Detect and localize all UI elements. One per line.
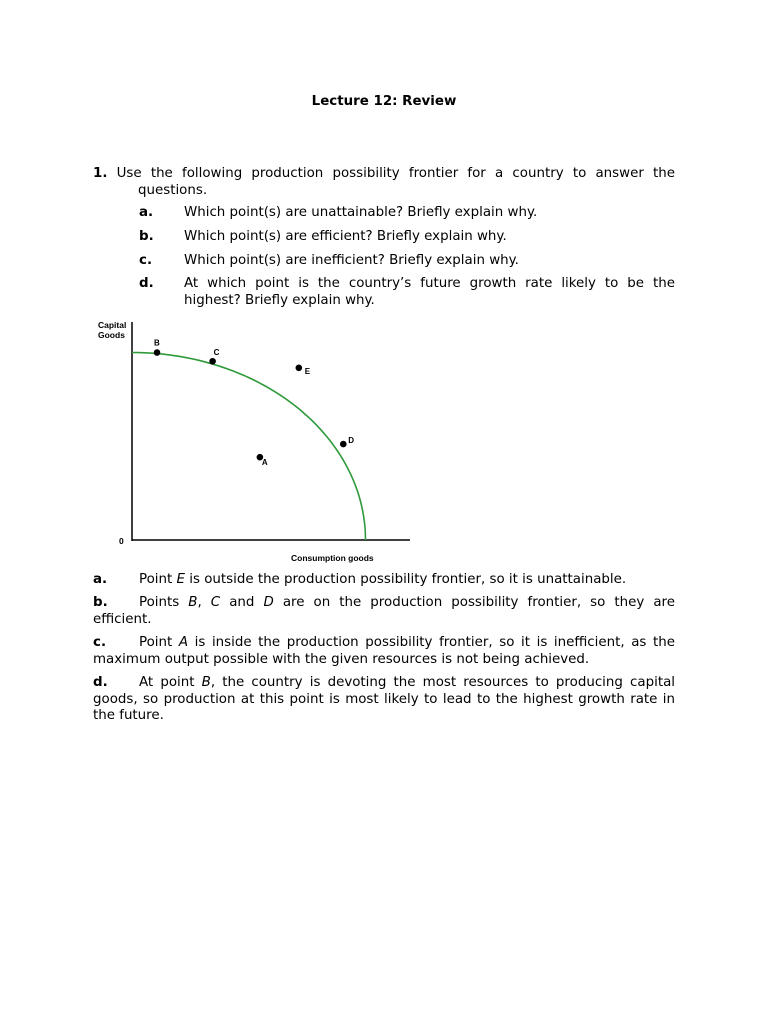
- question-number: 1.: [93, 166, 108, 181]
- point-b-label: B: [154, 338, 160, 348]
- part-letter: a.: [139, 205, 154, 220]
- y-axis-label-line1: Capital: [98, 320, 127, 330]
- question-text: Use the following production possibility frontier for a country to answer the questions.: [116, 166, 675, 198]
- part-text: At which point is the country’s future growth rate likely to be the highest? Briefly explain why.: [184, 276, 675, 308]
- answer-a: [93, 572, 675, 589]
- answer-text-post: is outside the production possibility frontier, so it is unattainable.: [184, 572, 627, 587]
- origin-label: 0: [119, 536, 124, 546]
- point-c-marker: [209, 358, 216, 365]
- point-d-marker: [340, 441, 347, 448]
- x-axis-label: Consumption goods: [291, 553, 374, 563]
- question-1: [93, 166, 675, 199]
- answer-text-pre: Points: [139, 595, 189, 610]
- part-letter: c.: [139, 253, 153, 268]
- answer-text-post: are on the production possibility frontier, so they are efficient.: [93, 595, 675, 627]
- point-e-label: E: [304, 366, 311, 376]
- answer-text-pre: At point: [139, 675, 202, 690]
- point-ref: B: [188, 595, 198, 610]
- answer-d: [93, 675, 675, 725]
- point-e-marker: [296, 364, 303, 371]
- point-c-label: C: [213, 348, 220, 358]
- point-d-label: D: [348, 436, 355, 446]
- point-b-marker: [154, 349, 161, 356]
- answer-letter: d.: [93, 675, 108, 690]
- point-ref: A: [178, 635, 189, 650]
- answer-letter: b.: [93, 595, 108, 610]
- answer-text-post: is inside the production possibility frontier, so it is inefficient, as the maximum output possible with the given resources is not being achieved.: [93, 635, 675, 667]
- frontier-curve: [132, 353, 366, 541]
- point-ref: C: [210, 595, 221, 610]
- answer-c: [93, 635, 675, 668]
- answer-text-mid: ,: [197, 595, 211, 610]
- point-ref: B: [201, 675, 211, 690]
- point-a-label: A: [261, 458, 268, 468]
- answer-text-pre: Point: [139, 635, 179, 650]
- answer-text-post: , the country is devoting the most resources to producing capital goods, so production at this point is most likely to lead to the highest growth rate in the future.: [93, 675, 676, 723]
- part-letter: b.: [139, 229, 154, 244]
- part-text: Which point(s) are unattainable? Briefly explain why.: [184, 205, 538, 220]
- point-ref: D: [263, 595, 274, 610]
- answer-text-mid: and: [220, 595, 264, 610]
- answer-letter: c.: [93, 635, 107, 650]
- ppf-chart: [92, 316, 422, 568]
- y-axis-label-line2: Goods: [98, 330, 125, 340]
- answer-text-pre: Point: [139, 572, 177, 587]
- part-text: Which point(s) are inefficient? Briefly explain why.: [184, 253, 519, 268]
- answer-letter: a.: [93, 572, 108, 587]
- part-text: Which point(s) are efficient? Briefly explain why.: [184, 229, 507, 244]
- page-title: Lecture 12: Review: [311, 94, 457, 109]
- point-ref: E: [176, 572, 185, 587]
- part-letter: d.: [139, 276, 154, 291]
- answer-b: [93, 595, 675, 628]
